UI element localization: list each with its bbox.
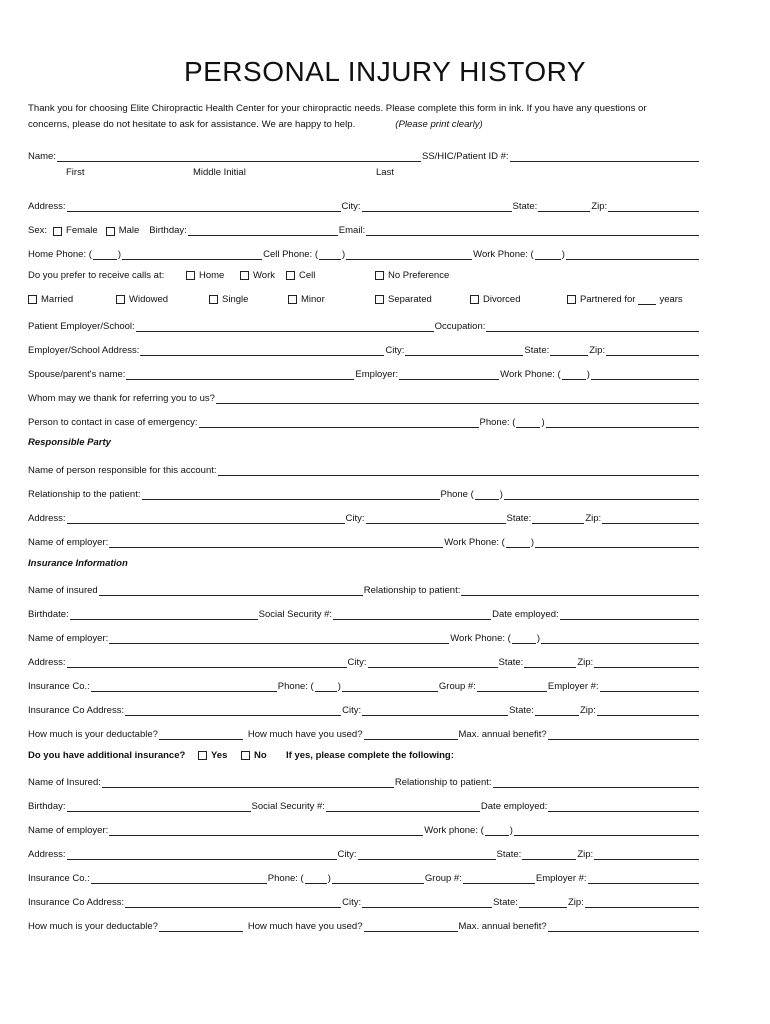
- paren-close: ): [541, 417, 545, 428]
- cell-phone-field[interactable]: [346, 249, 472, 260]
- additional-co-city-field[interactable]: [362, 897, 492, 908]
- phone-row: [28, 246, 700, 260]
- emergency-row: [28, 414, 700, 428]
- insurance-phone-label: Phone: (: [277, 681, 314, 692]
- option-label: Widowed: [129, 294, 169, 305]
- responsible-name-row: [28, 462, 700, 476]
- insured-field[interactable]: [99, 585, 363, 596]
- state-field[interactable]: [538, 201, 590, 212]
- option-label: Work: [253, 270, 275, 281]
- additional-insured-row: [28, 774, 700, 788]
- additional-birthday-label: Birthday:: [28, 801, 66, 812]
- spouse-employer-label: Employer:: [355, 369, 399, 380]
- insured-work-area-code-field[interactable]: [512, 633, 536, 644]
- insurance-area-code-field[interactable]: [315, 681, 337, 692]
- last-name-caption: Last: [376, 167, 394, 178]
- additional-work-area-code-field[interactable]: [485, 825, 509, 836]
- paren-close: ): [499, 489, 503, 500]
- calls-cell-option[interactable]: [286, 270, 315, 281]
- insurance-co-zip-field[interactable]: [597, 705, 699, 716]
- additional-birthday-field[interactable]: [67, 801, 251, 812]
- responsible-work-area-code-field[interactable]: [506, 537, 530, 548]
- paren-close: ): [561, 249, 565, 260]
- checkbox-icon[interactable]: [28, 295, 37, 304]
- email-label: Email:: [338, 225, 366, 236]
- emergency-phone-label: Phone: (: [479, 417, 516, 428]
- additional-city-field[interactable]: [358, 849, 496, 860]
- insurance-co-address-row: [28, 702, 700, 716]
- patient-id-field[interactable]: [510, 151, 699, 162]
- additional-state-label: State:: [496, 849, 522, 860]
- paren-close: ): [509, 825, 513, 836]
- intro-text: [28, 101, 748, 133]
- intro-line-1: Thank you for choosing Elite Chiropractic Health Center for your chiropractic needs. Please complete this form in ink. If you have any questions or: [28, 103, 647, 114]
- additional-employer-row: [28, 822, 700, 836]
- date-employed-field[interactable]: [560, 609, 699, 620]
- insurance-co-city-field[interactable]: [362, 705, 508, 716]
- responsible-address-label: Address:: [28, 513, 66, 524]
- additional-group-field[interactable]: [463, 873, 535, 884]
- insured-zip-label: Zip:: [577, 657, 594, 668]
- work-phone-field[interactable]: [566, 249, 699, 260]
- paren-close: ): [586, 369, 590, 380]
- employer-state-label: State:: [524, 345, 550, 356]
- responsible-phone-label: Phone (: [440, 489, 474, 500]
- insurance-company-field[interactable]: [91, 681, 277, 692]
- additional-date-employed-field[interactable]: [548, 801, 699, 812]
- insurance-header: Insurance Information: [28, 558, 128, 569]
- name-field[interactable]: [57, 151, 421, 162]
- employer-city-label: City:: [385, 345, 405, 356]
- checkbox-icon[interactable]: [567, 295, 576, 304]
- home-phone-label: Home Phone: (: [28, 249, 92, 260]
- home-area-code-field[interactable]: [93, 249, 117, 260]
- cell-phone-label: Cell Phone: (: [263, 249, 318, 260]
- married-option[interactable]: [28, 294, 73, 305]
- separated-option[interactable]: [375, 294, 432, 305]
- city-field[interactable]: [362, 201, 512, 212]
- employer-label: Patient Employer/School:: [28, 321, 135, 332]
- responsible-state-label: State:: [506, 513, 532, 524]
- insurance-co-city-label: City:: [342, 705, 362, 716]
- option-label: Cell: [299, 270, 316, 281]
- responsible-work-phone-field[interactable]: [535, 537, 699, 548]
- responsible-zip-field[interactable]: [602, 513, 699, 524]
- insured-employer-row: [28, 630, 700, 644]
- additional-co-address-row: [28, 894, 700, 908]
- insured-address-label: Address:: [28, 657, 66, 668]
- additional-area-code-field[interactable]: [305, 873, 327, 884]
- max-benefit-field[interactable]: [548, 729, 699, 740]
- checkbox-icon[interactable]: [186, 271, 195, 280]
- additional-employer-number-field[interactable]: [588, 873, 699, 884]
- zip-label: Zip:: [591, 201, 608, 212]
- spouse-employer-field[interactable]: [399, 369, 499, 380]
- insured-employer-label: Name of employer:: [28, 633, 109, 644]
- additional-max-benefit-field[interactable]: [548, 921, 699, 932]
- additional-address-row: [28, 846, 700, 860]
- responsible-party-header: Responsible Party: [28, 437, 111, 448]
- checkbox-icon[interactable]: [116, 295, 125, 304]
- checkbox-icon[interactable]: [288, 295, 297, 304]
- additional-insured-label: Name of Insured:: [28, 777, 101, 788]
- additional-zip-field[interactable]: [594, 849, 699, 860]
- responsible-city-label: City:: [345, 513, 365, 524]
- option-label: Minor: [301, 294, 325, 305]
- referral-row: [28, 390, 700, 404]
- birthday-label: Birthday:: [149, 225, 187, 236]
- insured-work-phone-label: Work Phone: (: [450, 633, 511, 644]
- calls-work-option[interactable]: [240, 270, 275, 281]
- birthdate-label: Birthdate:: [28, 609, 69, 620]
- insurance-co-state-label: State:: [509, 705, 534, 716]
- employer-number-field[interactable]: [600, 681, 699, 692]
- option-label: Divorced: [483, 294, 521, 305]
- insurance-co-address-label: Insurance Co Address:: [28, 705, 125, 716]
- name-label: Name:: [28, 151, 56, 162]
- first-name-caption: First: [66, 167, 85, 178]
- occupation-label: Occupation:: [434, 321, 486, 332]
- checkbox-icon[interactable]: [375, 271, 384, 280]
- checkbox-icon[interactable]: [240, 271, 249, 280]
- referral-field[interactable]: [216, 393, 699, 404]
- calls-home-option[interactable]: [186, 270, 224, 281]
- birthdate-field[interactable]: [70, 609, 258, 620]
- spouse-row: [28, 366, 700, 380]
- responsible-city-field[interactable]: [366, 513, 506, 524]
- additional-date-employed-label: Date employed:: [480, 801, 548, 812]
- additional-co-city-label: City:: [342, 897, 362, 908]
- employer-zip-field[interactable]: [606, 345, 699, 356]
- address-row: [28, 198, 700, 212]
- paren-close: ): [327, 873, 331, 884]
- additional-city-label: City:: [337, 849, 357, 860]
- paren-close: ): [117, 249, 122, 260]
- birthday-field[interactable]: [188, 225, 338, 236]
- paren-close: ): [342, 249, 346, 260]
- used-field[interactable]: [364, 729, 458, 740]
- responsible-relationship-row: [28, 486, 700, 500]
- additional-ssn-field[interactable]: [326, 801, 480, 812]
- emergency-area-code-field[interactable]: [516, 417, 540, 428]
- emergency-label: Person to contact in case of emergency:: [28, 417, 198, 428]
- employer-address-row: [28, 342, 700, 356]
- zip-field[interactable]: [608, 201, 699, 212]
- checkbox-icon[interactable]: [241, 751, 250, 760]
- spouse-area-code-field[interactable]: [562, 369, 586, 380]
- insured-state-label: State:: [498, 657, 524, 668]
- responsible-area-code-field[interactable]: [475, 489, 499, 500]
- cell-area-code-field[interactable]: [319, 249, 341, 260]
- option-label: No: [254, 750, 267, 761]
- insured-label: Name of insured: [28, 585, 98, 596]
- checkbox-icon[interactable]: [286, 271, 295, 280]
- max-benefit-label: Max. annual benefit?: [458, 729, 547, 740]
- insured-row: [28, 582, 700, 596]
- additional-instructions: If yes, please complete the following:: [286, 750, 454, 761]
- insured-relationship-field[interactable]: [461, 585, 699, 596]
- sex-row: [28, 222, 700, 236]
- additional-insurance-question: Do you have additional insurance?: [28, 750, 186, 761]
- insured-employer-field[interactable]: [109, 633, 449, 644]
- additional-company-label: Insurance Co.:: [28, 873, 90, 884]
- employer-row: [28, 318, 700, 332]
- insurance-co-zip-label: Zip:: [579, 705, 596, 716]
- additional-deductible-field[interactable]: [159, 921, 243, 932]
- state-label: State:: [512, 201, 538, 212]
- additional-max-benefit-label: Max. annual benefit?: [458, 921, 547, 932]
- spouse-label: Spouse/parent's name:: [28, 369, 126, 380]
- additional-no-option[interactable]: [241, 750, 267, 761]
- sex-label: Sex:: [28, 225, 48, 236]
- spouse-work-phone-label: Work Phone: (: [500, 369, 561, 380]
- additional-relationship-label: Relationship to patient:: [394, 777, 492, 788]
- city-label: City:: [341, 201, 361, 212]
- divorced-option[interactable]: [470, 294, 521, 305]
- additional-employer-number-label: Employer #:: [535, 873, 587, 884]
- deductible-field[interactable]: [159, 729, 243, 740]
- employer-field[interactable]: [136, 321, 434, 332]
- option-label: Married: [41, 294, 74, 305]
- responsible-zip-label: Zip:: [585, 513, 602, 524]
- employer-city-field[interactable]: [405, 345, 523, 356]
- name-row: [28, 148, 700, 162]
- option-label: Single: [222, 294, 249, 305]
- additional-deductible-label: How much is your deductable?: [28, 921, 158, 932]
- responsible-address-field[interactable]: [67, 513, 345, 524]
- additional-birthday-row: [28, 798, 700, 812]
- option-label: No Preference: [388, 270, 450, 281]
- widowed-option[interactable]: [116, 294, 168, 305]
- option-label: Home: [199, 270, 225, 281]
- calls-no-preference-option[interactable]: [375, 270, 449, 281]
- insurance-co-address-field[interactable]: [125, 705, 341, 716]
- work-phone-label: Work Phone: (: [473, 249, 534, 260]
- additional-yes-option[interactable]: [198, 750, 227, 761]
- additional-company-field[interactable]: [91, 873, 267, 884]
- additional-ssn-label: Social Security #:: [251, 801, 325, 812]
- additional-employer-field[interactable]: [109, 825, 423, 836]
- partnered-option[interactable]: [567, 294, 683, 305]
- additional-co-state-label: State:: [493, 897, 518, 908]
- insured-address-field[interactable]: [67, 657, 347, 668]
- additional-address-field[interactable]: [67, 849, 337, 860]
- additional-work-phone-label: Work phone: (: [424, 825, 484, 836]
- responsible-phone-field[interactable]: [504, 489, 699, 500]
- address-field[interactable]: [67, 201, 341, 212]
- additional-co-zip-label: Zip:: [567, 897, 584, 908]
- spouse-field[interactable]: [126, 369, 354, 380]
- male-checkbox[interactable]: [106, 227, 115, 236]
- email-field[interactable]: [366, 225, 699, 236]
- patient-id-label: SS/HIC/Patient ID #:: [421, 151, 509, 162]
- address-label: Address:: [28, 201, 66, 212]
- group-number-label: Group #:: [438, 681, 476, 692]
- responsible-address-row: [28, 510, 700, 524]
- employer-number-label: Employer #:: [547, 681, 599, 692]
- insured-zip-field[interactable]: [594, 657, 699, 668]
- additional-relationship-field[interactable]: [493, 777, 699, 788]
- additional-phone-field[interactable]: [332, 873, 424, 884]
- checkbox-icon[interactable]: [375, 295, 384, 304]
- paren-close: ): [337, 681, 341, 692]
- additional-co-state-field[interactable]: [519, 897, 567, 908]
- employer-zip-label: Zip:: [589, 345, 606, 356]
- minor-option[interactable]: [288, 294, 325, 305]
- responsible-name-label: Name of person responsible for this account:: [28, 465, 217, 476]
- additional-company-row: [28, 870, 700, 884]
- insured-work-phone-field[interactable]: [541, 633, 699, 644]
- responsible-relationship-label: Relationship to the patient:: [28, 489, 141, 500]
- insured-city-field[interactable]: [368, 657, 498, 668]
- insured-relationship-label: Relationship to patient:: [363, 585, 461, 596]
- additional-used-label: How much have you used?: [247, 921, 363, 932]
- single-option[interactable]: [209, 294, 248, 305]
- female-checkbox[interactable]: [53, 227, 62, 236]
- additional-used-field[interactable]: [364, 921, 458, 932]
- paren-close: ): [530, 537, 534, 548]
- occupation-field[interactable]: [486, 321, 699, 332]
- referral-label: Whom may we thank for referring you to us?: [28, 393, 215, 404]
- years-label: years: [659, 294, 683, 305]
- additional-co-zip-field[interactable]: [585, 897, 699, 908]
- emergency-phone-field[interactable]: [546, 417, 699, 428]
- additional-address-label: Address:: [28, 849, 66, 860]
- deductible-label: How much is your deductable?: [28, 729, 158, 740]
- responsible-state-field[interactable]: [532, 513, 584, 524]
- insured-birthdate-row: [28, 606, 700, 620]
- responsible-employer-row: [28, 534, 700, 548]
- responsible-work-phone-label: Work Phone: (: [444, 537, 505, 548]
- additional-co-address-label: Insurance Co Address:: [28, 897, 125, 908]
- additional-employer-label: Name of employer:: [28, 825, 109, 836]
- option-label: Separated: [388, 294, 432, 305]
- used-label: How much have you used?: [247, 729, 363, 740]
- checkbox-icon[interactable]: [209, 295, 218, 304]
- calls-question: Do you prefer to receive calls at:: [28, 270, 165, 281]
- insurance-company-label: Insurance Co.:: [28, 681, 90, 692]
- ssn-field[interactable]: [333, 609, 491, 620]
- responsible-name-field[interactable]: [218, 465, 699, 476]
- additional-insured-field[interactable]: [102, 777, 394, 788]
- work-area-code-field[interactable]: [535, 249, 561, 260]
- employer-state-field[interactable]: [550, 345, 588, 356]
- option-label: Partnered for: [580, 294, 636, 305]
- middle-initial-caption: Middle Initial: [193, 167, 246, 178]
- insurance-phone-field[interactable]: [342, 681, 438, 692]
- checkbox-icon[interactable]: [198, 751, 207, 760]
- responsible-employer-field[interactable]: [109, 537, 443, 548]
- responsible-employer-label: Name of employer:: [28, 537, 109, 548]
- date-employed-label: Date employed:: [492, 609, 559, 620]
- insurance-company-row: [28, 678, 700, 692]
- checkbox-icon[interactable]: [470, 295, 479, 304]
- additional-group-label: Group #:: [424, 873, 462, 884]
- option-label: Yes: [211, 750, 228, 761]
- female-label: Female: [66, 225, 98, 236]
- insured-city-label: City:: [347, 657, 367, 668]
- employer-address-label: Employer/School Address:: [28, 345, 140, 356]
- form-title: PERSONAL INJURY HISTORY: [183, 56, 587, 87]
- additional-phone-label: Phone: (: [267, 873, 304, 884]
- intro-line-2: concerns, please do not hesitate to ask for assistance. We are happy to help.: [28, 119, 356, 130]
- insured-address-row: [28, 654, 700, 668]
- group-number-field[interactable]: [477, 681, 547, 692]
- insurance-co-state-field[interactable]: [535, 705, 579, 716]
- emergency-field[interactable]: [199, 417, 479, 428]
- additional-benefits-row: [28, 918, 700, 932]
- print-clearly-hint: (Please print clearly): [395, 119, 483, 130]
- additional-state-field[interactable]: [522, 849, 576, 860]
- male-label: Male: [118, 225, 140, 236]
- insured-state-field[interactable]: [524, 657, 576, 668]
- additional-co-address-field[interactable]: [125, 897, 341, 908]
- home-phone-field[interactable]: [122, 249, 262, 260]
- paren-close: ): [536, 633, 540, 644]
- additional-zip-label: Zip:: [577, 849, 594, 860]
- partnered-years-field[interactable]: [638, 294, 656, 305]
- ssn-label: Social Security #:: [258, 609, 333, 620]
- additional-work-phone-field[interactable]: [514, 825, 699, 836]
- responsible-relationship-field[interactable]: [142, 489, 440, 500]
- employer-address-field[interactable]: [140, 345, 384, 356]
- insurance-benefits-row: [28, 726, 700, 740]
- spouse-work-phone-field[interactable]: [591, 369, 699, 380]
